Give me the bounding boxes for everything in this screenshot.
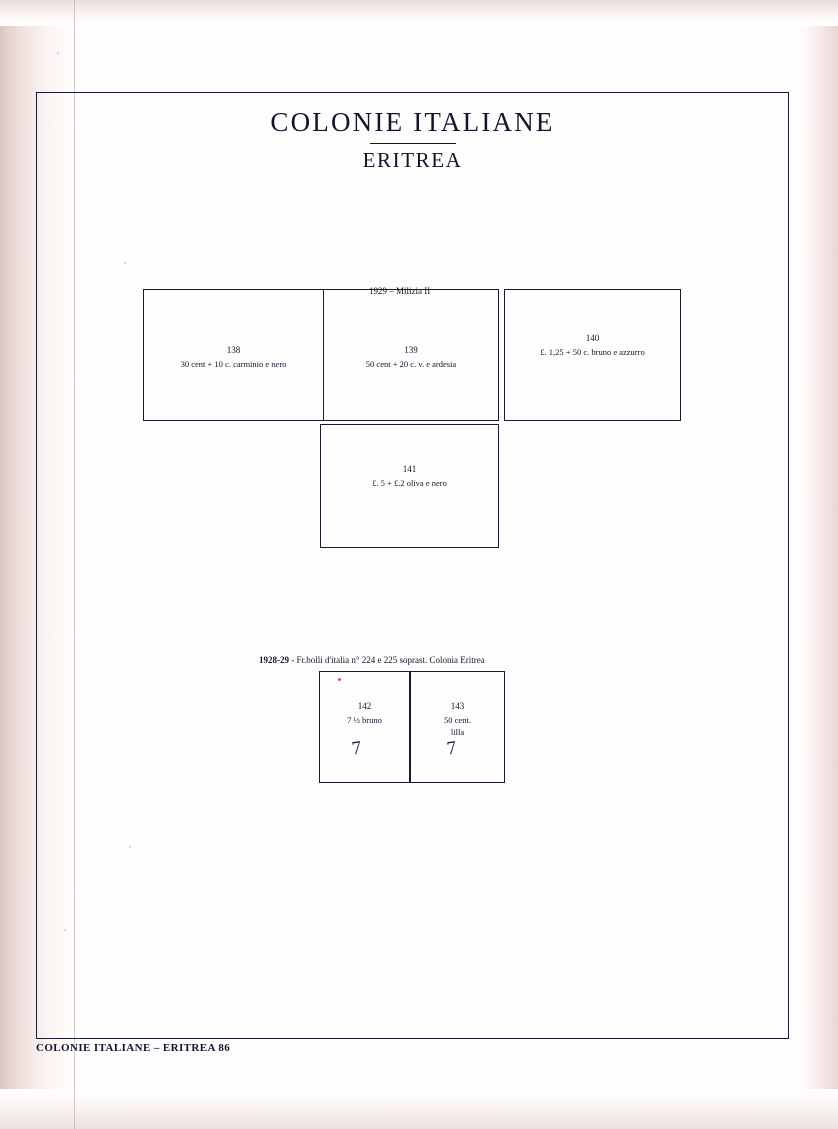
page-subtitle: ERITREA: [362, 148, 463, 173]
stamp-number: 142: [357, 701, 372, 711]
scan-speck: [57, 52, 59, 54]
stamp-slot-139[interactable]: [323, 289, 499, 421]
ink-dot: [338, 678, 341, 681]
stamp-number: 138: [226, 345, 241, 355]
stamp-number: 143: [450, 701, 465, 711]
stamp-number: 139: [404, 345, 418, 355]
stamp-slot-142[interactable]: [319, 671, 410, 783]
page-top-edge-shadow: [0, 0, 838, 26]
page-bottom-edge-shadow: [0, 1089, 838, 1129]
stamp-description: 50 cent + 20 c. v. e ardesia: [365, 359, 457, 369]
stamp-description: 50 cent.: [444, 715, 471, 725]
stamp-description: 7 ½ bruno: [347, 715, 382, 725]
stamp-slot-138[interactable]: [143, 289, 324, 421]
stamp-description: £. 1,25 + 50 c. bruno e azzurro: [540, 347, 645, 357]
stamp-description: £. 5 + £.2 oliva e nero: [372, 478, 447, 488]
title-divider: [370, 143, 456, 144]
page-right-edge-shadow: [794, 0, 838, 1129]
page-title: COLONIE ITALIANE: [270, 107, 555, 137]
section-caption-1929: 1929 – Milizia II: [369, 286, 431, 296]
album-page-frame: [36, 92, 789, 1039]
handwritten-mark: 7: [350, 737, 363, 760]
stamp-number: 141: [402, 464, 417, 474]
stamp-description-second-line: lilla: [450, 727, 465, 737]
section-caption-note: - Fr.bolli d'italia n° 224 e 225 soprast. Colonia Eritrea: [291, 655, 485, 665]
handwritten-mark: 7: [445, 737, 458, 760]
stamp-description: 30 cent + 10 c. carminio e nero: [180, 359, 287, 369]
stamp-slot-143[interactable]: [410, 671, 505, 783]
stamp-slot-140[interactable]: [504, 289, 681, 421]
section-caption-1928-29: [259, 655, 485, 665]
page-footer: COLONIE ITALIANE – ERITREA 86: [36, 1042, 231, 1054]
stamp-number: 140: [585, 333, 600, 343]
page-title-block: [37, 107, 788, 173]
stamp-slot-141[interactable]: [320, 424, 499, 548]
section-caption-years: 1928-29: [259, 655, 289, 665]
